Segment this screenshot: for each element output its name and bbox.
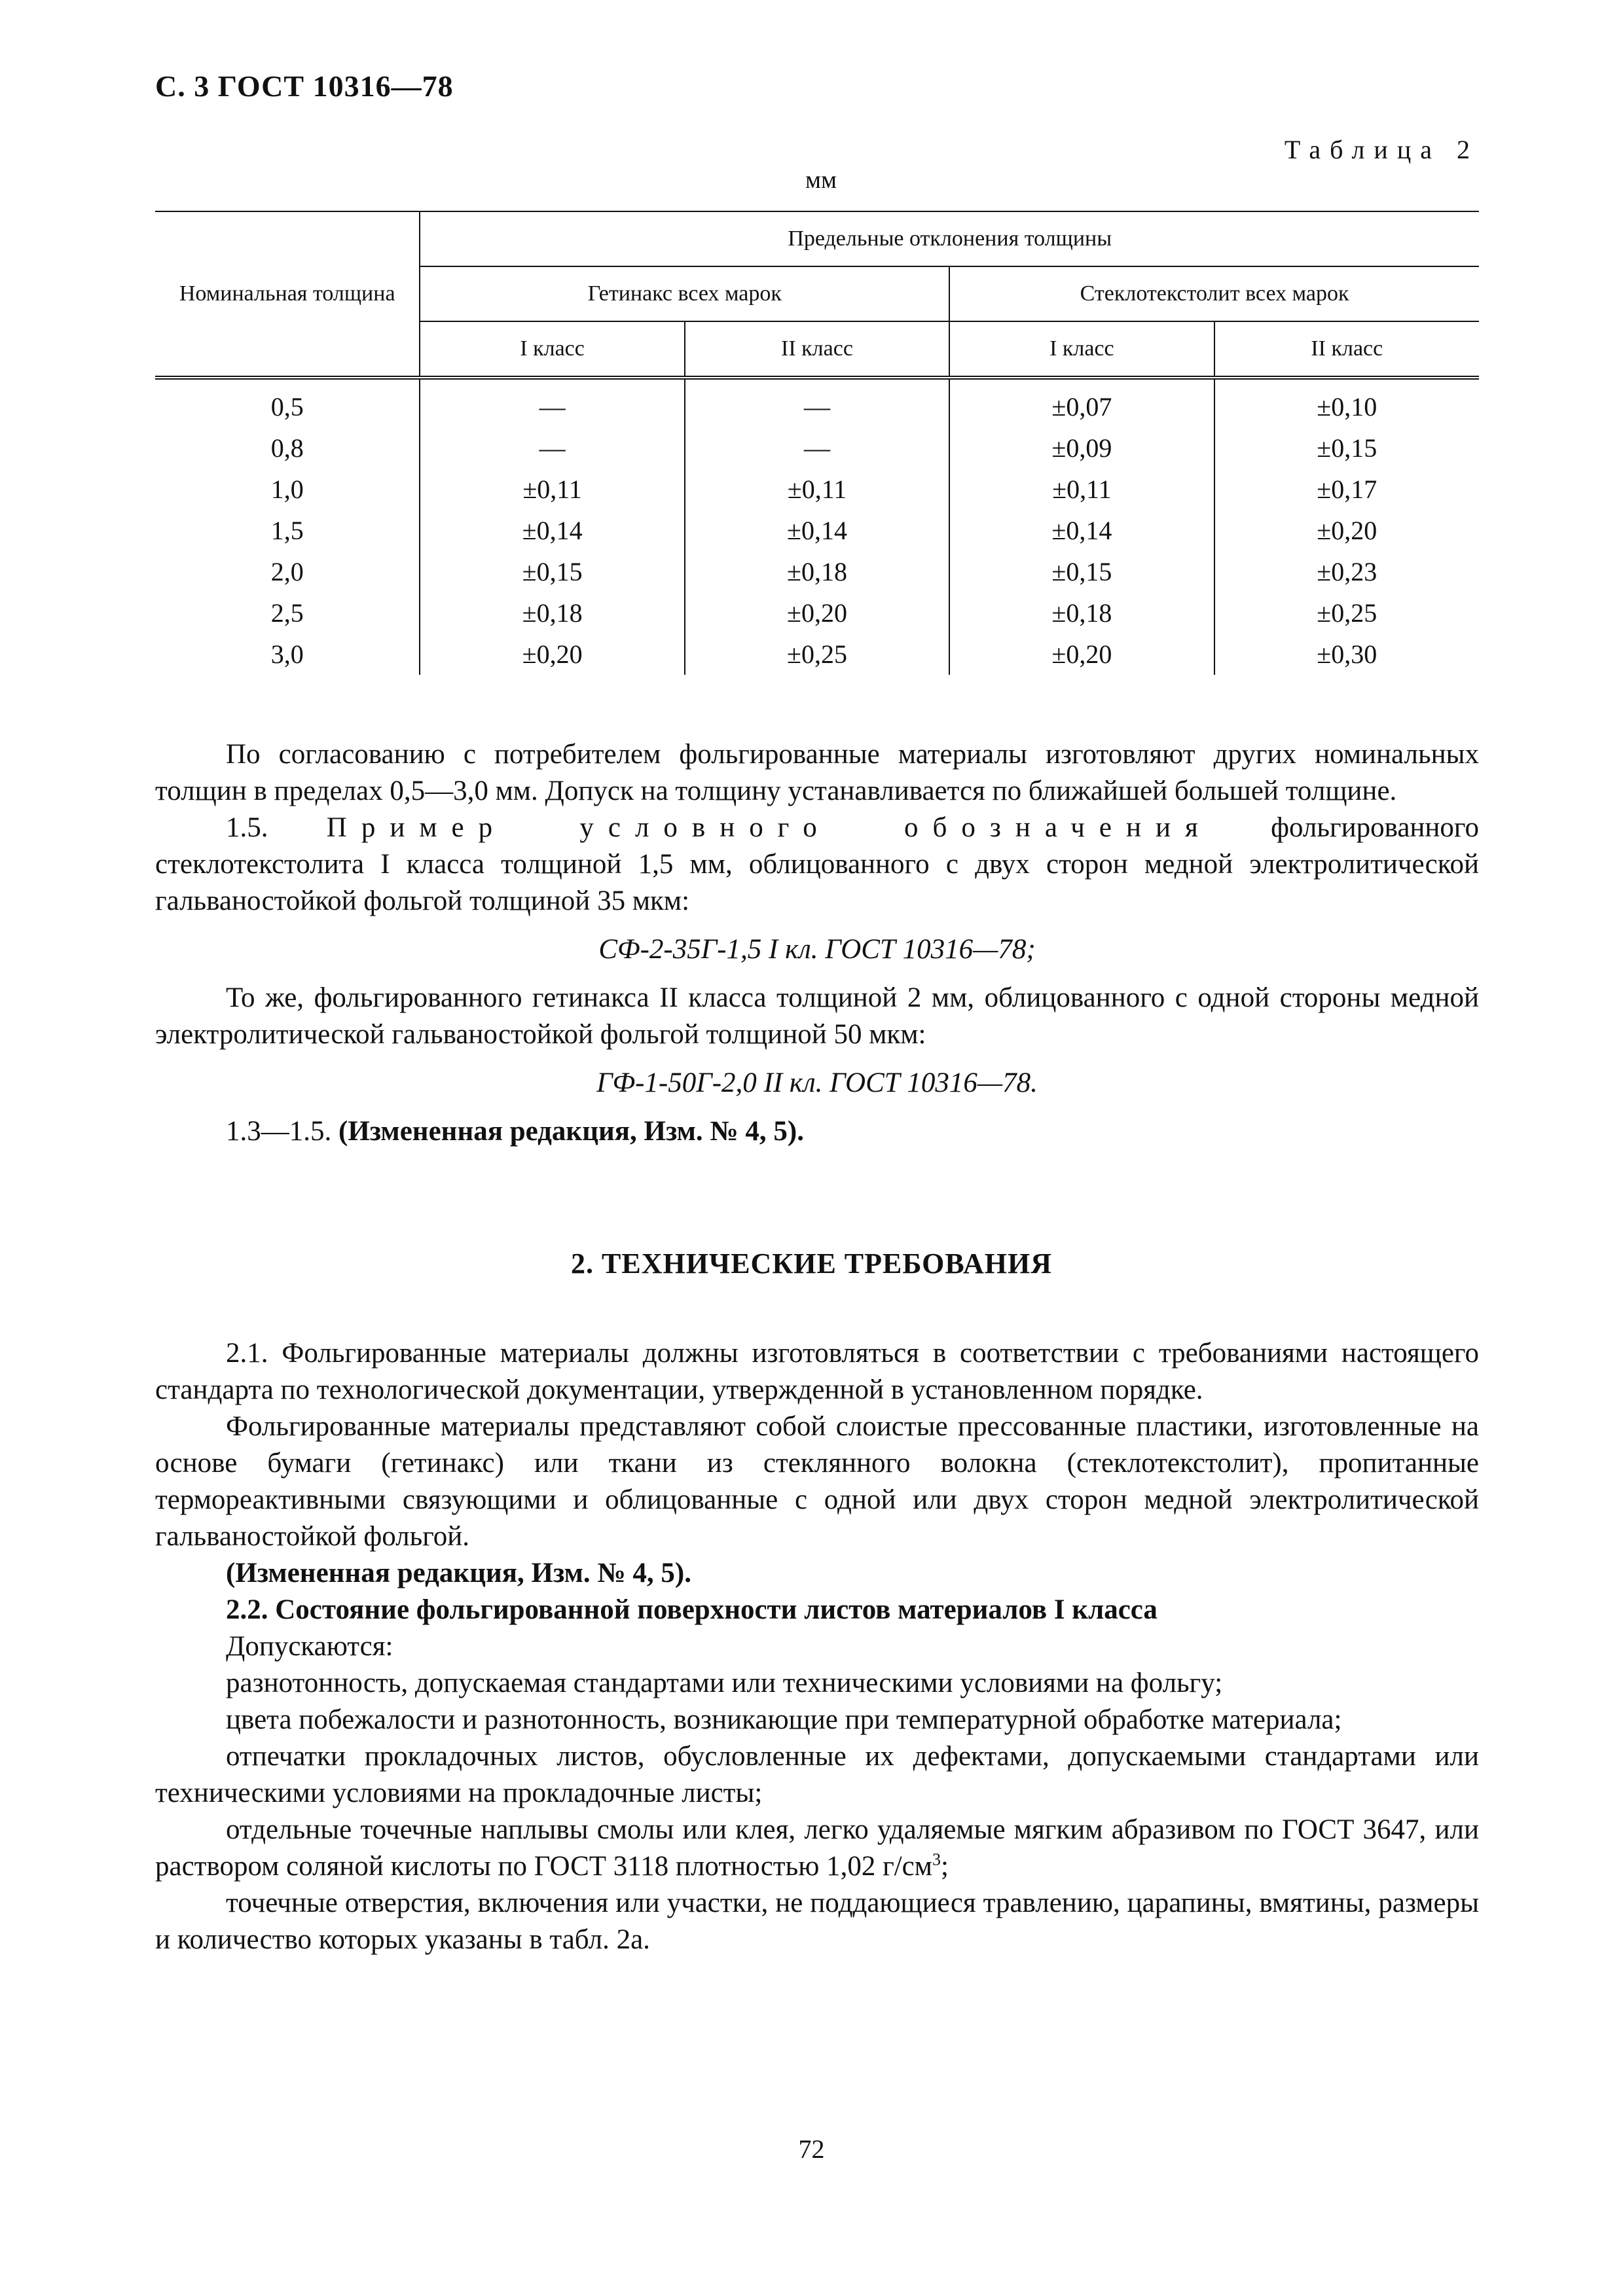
cell-value: ±0,09 xyxy=(949,427,1214,469)
amendment-note-2: (Измененная редакция, Изм. № 4, 5). xyxy=(226,1558,691,1588)
list-item-text: отдельные точечные наплывы смолы или клея, легко удаляемые мягким абразивом по ГОСТ 3647, или раствором соляной кислоты по ГОСТ 3118 плотностью 1,02 г/см xyxy=(155,1814,1479,1882)
cell-value: ±0,14 xyxy=(949,510,1214,551)
cell-value: ±0,25 xyxy=(685,634,949,675)
clause-text: фольгированного стеклотекстолита I класса толщиной 1,5 мм, облицованного с двух сторон медной электролитической гальваностойкой фольгой толщиной 35 мкм: xyxy=(155,812,1480,916)
cell-nominal: 0,8 xyxy=(155,427,420,469)
cell-value: ±0,18 xyxy=(685,551,949,592)
superscript: 3 xyxy=(932,1850,941,1869)
cell-nominal: 0,5 xyxy=(155,378,420,427)
cell-value: ±0,15 xyxy=(949,551,1214,592)
list-item: разнотонность, допускаемая стандартами или техническими условиями на фольгу; xyxy=(226,1668,1223,1698)
cell-value: ±0,14 xyxy=(420,510,684,551)
list-item: цвета побежалости и разнотонность, возникающие при температурной обработке материала; xyxy=(226,1704,1342,1735)
header-steklo-class2: II класс xyxy=(1214,321,1479,378)
cell-value: ±0,25 xyxy=(1317,598,1377,628)
page-header: С. 3 ГОСТ 10316—78 xyxy=(155,69,454,103)
amendment-bold: (Измененная редакция, Изм. № 4, 5). xyxy=(338,1116,804,1147)
cell-value: ±0,11 xyxy=(949,469,1214,510)
cell-nominal: 2,5 xyxy=(155,592,420,634)
table-row xyxy=(155,427,1479,469)
header-tolerance-group: Предельные отклонения толщины xyxy=(420,211,1479,266)
table-row xyxy=(155,551,1479,592)
paragraph-allowed: Допускаются: xyxy=(226,1631,393,1662)
cell-value: ±0,20 xyxy=(685,592,949,634)
cell-value: — xyxy=(685,378,949,427)
header-getinaks: Гетинакс всех марок xyxy=(420,266,949,321)
header-getinaks-class1: I класс xyxy=(420,321,684,378)
header-getinaks-class2: II класс xyxy=(685,321,949,378)
cell-value: — xyxy=(420,378,684,427)
table-row xyxy=(155,592,1479,634)
paragraph-same: То же, фольгированного гетинакса II класса толщиной 2 мм, облицованного с одной стороны медной электролитической гальваностойкой фольгой толщиной 50 мкм: xyxy=(155,982,1479,1050)
designation-example-1: СФ-2-35Г-1,5 I кл. ГОСТ 10316—78; xyxy=(598,934,1036,965)
clause-number: 1.5. xyxy=(226,812,268,843)
cell-value: ±0,10 xyxy=(1317,392,1377,422)
cell-value: ±0,20 xyxy=(420,634,684,675)
amendment-note-1 xyxy=(155,1113,1479,1150)
page-number: 72 xyxy=(798,2134,825,2164)
cell-nominal: 1,5 xyxy=(155,510,420,551)
list-item: отпечатки прокладочных листов, обусловленные их дефектами, допускаемыми стандартами или техническими условиями на прокладочные листы; xyxy=(155,1741,1479,1808)
cell-value: ±0,15 xyxy=(1317,433,1377,463)
cell-value: ±0,11 xyxy=(420,469,684,510)
cell-value: ±0,17 xyxy=(1317,475,1377,504)
body-section-2 xyxy=(155,1335,1479,1958)
cell-value: ±0,18 xyxy=(949,592,1214,634)
cell-nominal: 1,0 xyxy=(155,469,420,510)
clause-number: 1.3—1.5. xyxy=(226,1116,332,1147)
header-steklo-class1: I класс xyxy=(949,321,1214,378)
table-caption: Таблица 2 xyxy=(1284,135,1479,164)
table-row xyxy=(155,634,1479,675)
paragraph-2-1: 2.1. Фольгированные материалы должны изготовляться в соответствии с требованиями настоящего стандарта по технологической документации, утвержденной в установленном порядке. xyxy=(155,1338,1479,1405)
cell-nominal: 3,0 xyxy=(155,634,420,675)
units-label: мм xyxy=(805,166,837,194)
designation-example-2: ГФ-1-50Г-2,0 II кл. ГОСТ 10316—78. xyxy=(596,1067,1038,1098)
cell-value: ±0,18 xyxy=(420,592,684,634)
paragraph-2-1b: Фольгированные материалы представляют собой слоистые прессованные пластики, изготовленные на основе бумаги (гетинакс) или ткани из стеклянного волокна (стеклотекстолит), пропитанные термореактивными связующими и облицованные с одной или двух сторон медной электролитической гальваностойкой фольгой. xyxy=(155,1411,1479,1552)
cell-value: ±0,20 xyxy=(949,634,1214,675)
header-steklotekstolit: Стеклотекстолит всех марок xyxy=(949,266,1479,321)
body-section-1 xyxy=(155,736,1479,1150)
paragraph-2-2: 2.2. Состояние фольгированной поверхности листов материалов I класса xyxy=(226,1594,1158,1625)
cell-value: ±0,11 xyxy=(685,469,949,510)
table-row xyxy=(155,510,1479,551)
header-nominal-thickness: Номинальная толщина xyxy=(155,211,420,378)
paragraph-1-5 xyxy=(155,810,1479,920)
paragraph-agreement: По согласованию с потребителем фольгированные материалы изготовляют других номинальных толщин в пределах 0,5—3,0 мм. Допуск на толщину устанавливается по ближайшей большей толщине. xyxy=(155,739,1479,806)
cell-value: ±0,14 xyxy=(685,510,949,551)
thickness-tolerance-table xyxy=(155,211,1479,675)
list-item xyxy=(155,1812,1479,1885)
section-title: 2. ТЕХНИЧЕСКИЕ ТРЕБОВАНИЯ xyxy=(571,1247,1052,1280)
cell-value: ±0,07 xyxy=(949,378,1214,427)
cell-value: — xyxy=(685,427,949,469)
cell-value: ±0,23 xyxy=(1317,557,1377,586)
cell-value: ±0,30 xyxy=(1317,639,1377,669)
table-row xyxy=(155,378,1479,427)
cell-nominal: 2,0 xyxy=(155,551,420,592)
list-item-end: ; xyxy=(940,1851,949,1882)
cell-value: ±0,15 xyxy=(420,551,684,592)
cell-value: ±0,20 xyxy=(1317,516,1377,545)
list-item: точечные отверстия, включения или участки, не поддающиеся травлению, царапины, вмятины, размеры и количество которых указаны в табл. 2а. xyxy=(155,1888,1479,1955)
cell-value: — xyxy=(420,427,684,469)
spaced-heading: Пример условного обозначения xyxy=(326,812,1213,843)
table-row xyxy=(155,469,1479,510)
